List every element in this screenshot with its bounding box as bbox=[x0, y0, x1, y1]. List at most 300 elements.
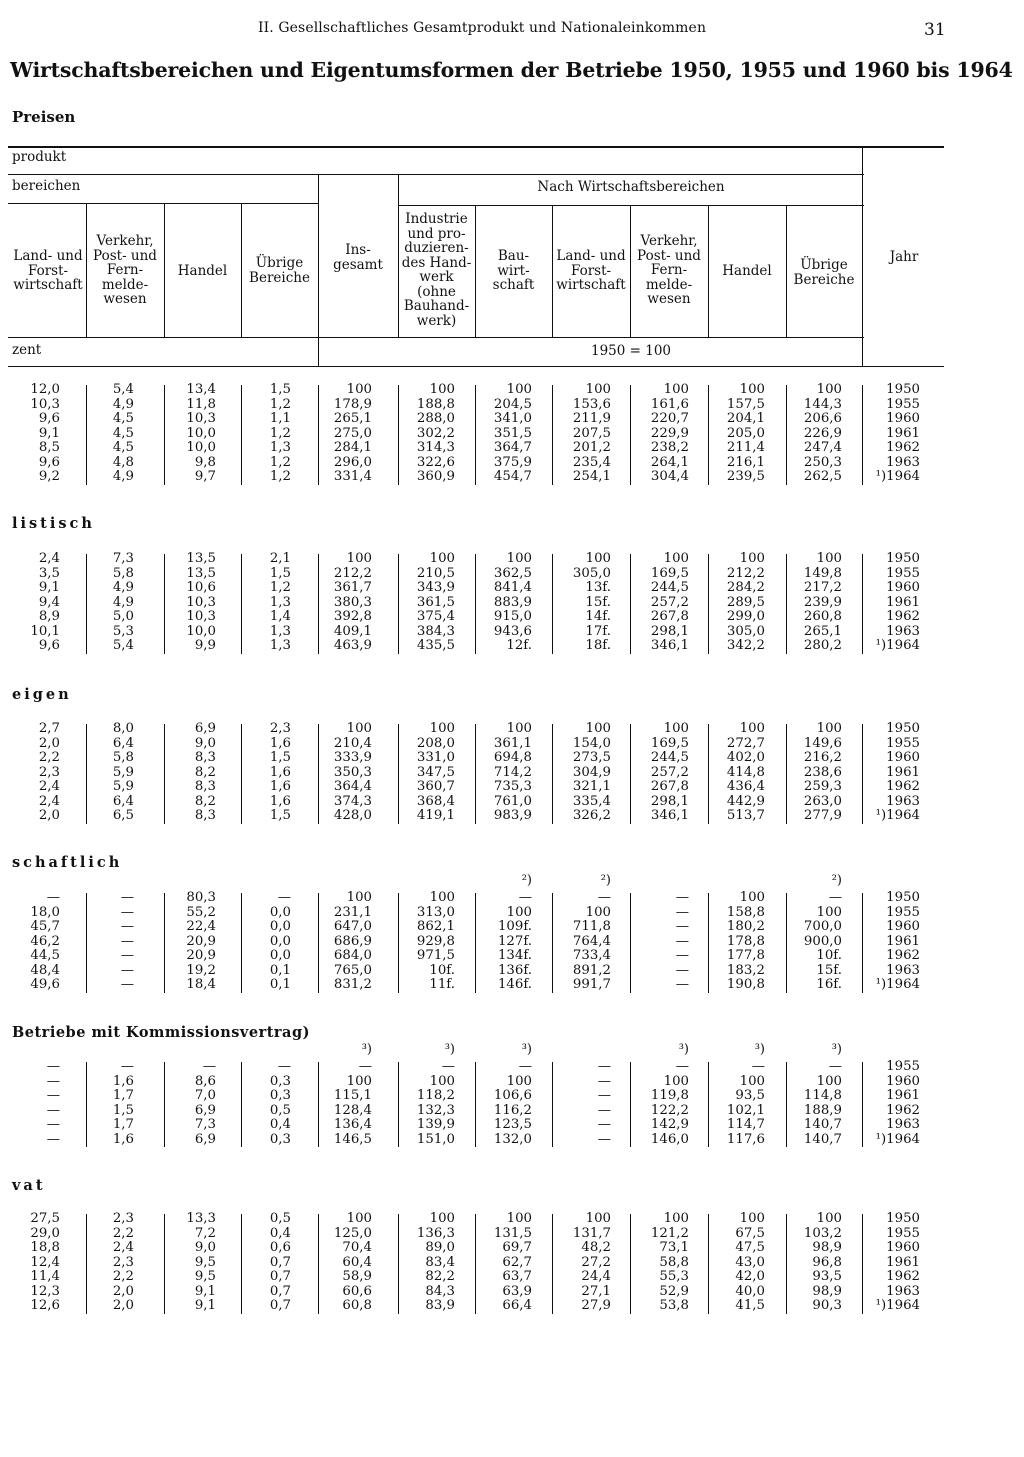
table-cell: 2,1 bbox=[269, 551, 291, 566]
footnote-marker: ³) bbox=[444, 1042, 455, 1057]
footnote-marker: ³) bbox=[678, 1042, 689, 1057]
header-rule-nach bbox=[398, 205, 864, 206]
table-cell: 0,5 bbox=[269, 1211, 291, 1226]
table-cell: — bbox=[751, 1059, 765, 1074]
table-cell: 41,5 bbox=[735, 1298, 765, 1313]
table-cell: — bbox=[828, 1059, 842, 1074]
table-cell: 58,9 bbox=[342, 1269, 372, 1284]
footnote-marker: ²) bbox=[600, 873, 611, 888]
table-cell: 5,8 bbox=[112, 750, 134, 765]
table-cell: 351,5 bbox=[493, 425, 532, 441]
table-cell: 116,2 bbox=[493, 1102, 532, 1118]
table-cell: 100 bbox=[739, 1073, 765, 1089]
footnote-marker: ³) bbox=[831, 1042, 842, 1057]
table-cell: 711,8 bbox=[572, 919, 611, 934]
table-cell: 100 bbox=[739, 382, 765, 397]
table-cell: 12f. bbox=[506, 638, 532, 653]
table-cell: 19,2 bbox=[186, 962, 216, 978]
table-cell: 288,0 bbox=[416, 411, 455, 426]
table-cell: 103,2 bbox=[803, 1225, 842, 1241]
table-cell: 1,1 bbox=[269, 411, 291, 426]
table-cell: 2,4 bbox=[38, 779, 60, 794]
table-cell: — bbox=[675, 977, 689, 992]
table-cell: 217,2 bbox=[803, 580, 842, 595]
table-cell: 392,8 bbox=[333, 609, 372, 624]
table-cell: 100 bbox=[346, 1211, 372, 1226]
table-cell: 127f. bbox=[497, 933, 532, 949]
table-cell: 0,0 bbox=[269, 904, 291, 920]
table-cell: 15f. bbox=[585, 594, 611, 610]
table-cell: 100 bbox=[506, 1211, 532, 1226]
table-cell: 0,3 bbox=[269, 1073, 291, 1089]
table-cell: 10,0 bbox=[186, 440, 216, 455]
year-cell: ¹)1964 bbox=[875, 1298, 920, 1313]
table-cell: — bbox=[597, 1059, 611, 1074]
table-cell: 10f. bbox=[816, 948, 842, 963]
table-cell: 244,5 bbox=[650, 750, 689, 765]
footnote-marker: ³) bbox=[521, 1042, 532, 1057]
table-cell: 201,2 bbox=[572, 440, 611, 455]
column-header-left-4: Übrige Bereiche bbox=[249, 255, 310, 286]
header-produkt: produkt bbox=[12, 149, 67, 165]
table-cell: 761,0 bbox=[493, 793, 532, 809]
table-cell: 402,0 bbox=[726, 750, 765, 765]
table-cell: — bbox=[46, 1131, 60, 1147]
table-cell: 231,1 bbox=[333, 904, 372, 920]
table-cell: 943,6 bbox=[493, 623, 532, 639]
table-cell: 277,9 bbox=[803, 808, 842, 823]
table-cell: 67,5 bbox=[735, 1225, 765, 1241]
table-cell: 0,5 bbox=[269, 1102, 291, 1118]
table-cell: 100 bbox=[346, 551, 372, 566]
table-cell: 83,9 bbox=[425, 1298, 455, 1313]
table-cell: 8,3 bbox=[194, 750, 216, 765]
table-cell: 140,7 bbox=[803, 1131, 842, 1147]
table-cell: 83,4 bbox=[425, 1254, 455, 1270]
table-cell: 18,4 bbox=[186, 977, 216, 992]
table-cell: 0,7 bbox=[269, 1269, 291, 1284]
table-cell: 9,0 bbox=[194, 1240, 216, 1255]
table-cell: 96,8 bbox=[812, 1254, 842, 1270]
table-cell: 684,0 bbox=[333, 948, 372, 963]
year-cell: 1961 bbox=[886, 425, 920, 441]
table-cell: 205,0 bbox=[726, 425, 765, 441]
table-cell: — bbox=[675, 1059, 689, 1074]
year-cell: 1961 bbox=[886, 1254, 920, 1270]
table-cell: 280,2 bbox=[803, 638, 842, 653]
table-cell: 362,5 bbox=[493, 565, 532, 581]
table-cell: 883,9 bbox=[493, 594, 532, 610]
table-cell: 304,9 bbox=[572, 764, 611, 780]
table-cell: — bbox=[202, 1059, 216, 1074]
table-cell: 1,7 bbox=[112, 1088, 134, 1103]
header-rule-bereichen bbox=[8, 203, 318, 204]
table-cell: 284,1 bbox=[333, 440, 372, 455]
table-cell: 5,4 bbox=[112, 638, 134, 653]
table-cell: 299,0 bbox=[726, 609, 765, 624]
table-cell: 6,9 bbox=[194, 721, 216, 736]
running-head: II. Gesellschaftliches Gesamtprodukt und Nationaleinkommen bbox=[258, 20, 707, 36]
table-cell: — bbox=[675, 919, 689, 934]
table-cell: 375,4 bbox=[416, 609, 455, 624]
table-cell: 100 bbox=[816, 1073, 842, 1089]
table-cell: 0,7 bbox=[269, 1283, 291, 1299]
table-cell: 212,2 bbox=[726, 565, 765, 581]
table-cell: 331,4 bbox=[333, 469, 372, 484]
year-cell: 1950 bbox=[886, 551, 920, 566]
table-cell: 733,4 bbox=[572, 948, 611, 963]
table-cell: — bbox=[120, 948, 134, 963]
footnote-marker: ²) bbox=[521, 873, 532, 888]
year-cell: 1955 bbox=[886, 904, 920, 920]
table-cell: 128,4 bbox=[333, 1102, 372, 1118]
table-cell: 238,6 bbox=[803, 764, 842, 780]
table-cell: 7,0 bbox=[194, 1088, 216, 1103]
table-cell: 100 bbox=[429, 890, 455, 905]
table-cell: 131,5 bbox=[493, 1225, 532, 1241]
table-cell: — bbox=[675, 904, 689, 920]
table-cell: 121,2 bbox=[650, 1225, 689, 1241]
table-cell: 343,9 bbox=[416, 580, 455, 595]
header-bereichen: bereichen bbox=[12, 178, 81, 194]
table-cell: 254,1 bbox=[572, 469, 611, 484]
year-cell: 1960 bbox=[886, 411, 920, 426]
table-cell: 360,7 bbox=[416, 779, 455, 794]
table-cell: — bbox=[46, 1102, 60, 1118]
table-cell: 117,6 bbox=[726, 1131, 765, 1147]
table-cell: 12,6 bbox=[30, 1298, 60, 1313]
table-cell: 146,5 bbox=[333, 1131, 372, 1147]
year-cell: 1962 bbox=[886, 609, 920, 624]
table-cell: 60,4 bbox=[342, 1254, 372, 1270]
table-cell: 1,6 bbox=[112, 1073, 134, 1089]
table-cell: — bbox=[277, 1059, 291, 1074]
table-cell: 169,5 bbox=[650, 735, 689, 751]
table-cell: 190,8 bbox=[726, 977, 765, 992]
table-cell: 5,0 bbox=[112, 609, 134, 624]
table-cell: 49,6 bbox=[30, 977, 60, 992]
table-cell: 132,3 bbox=[416, 1102, 455, 1118]
table-cell: 100 bbox=[506, 904, 532, 920]
table-cell: 100 bbox=[739, 1211, 765, 1226]
table-cell: 42,0 bbox=[735, 1269, 765, 1284]
table-cell: 5,9 bbox=[112, 764, 134, 780]
table-cell: 257,2 bbox=[650, 594, 689, 610]
table-cell: 4,9 bbox=[112, 580, 134, 595]
table-cell: 4,9 bbox=[112, 469, 134, 484]
table-cell: 4,9 bbox=[112, 396, 134, 412]
table-cell: 305,0 bbox=[726, 623, 765, 639]
table-cell: 8,3 bbox=[194, 779, 216, 794]
table-cell: 9,1 bbox=[38, 425, 60, 441]
year-cell: 1950 bbox=[886, 382, 920, 397]
table-cell: 1,2 bbox=[269, 425, 291, 441]
table-cell: 183,2 bbox=[726, 962, 765, 978]
table-cell: 1,2 bbox=[269, 469, 291, 484]
table-cell: 273,5 bbox=[572, 750, 611, 765]
year-cell: ¹)1964 bbox=[875, 808, 920, 823]
table-cell: 178,9 bbox=[333, 396, 372, 412]
table-cell: 1,3 bbox=[269, 638, 291, 653]
table-cell: — bbox=[441, 1059, 455, 1074]
table-cell: 149,6 bbox=[803, 735, 842, 751]
table-cell: 1,5 bbox=[269, 565, 291, 581]
section-label: vat bbox=[12, 1177, 46, 1194]
header-nach-wirtschaftsbereichen: Nach Wirtschaftsbereichen bbox=[537, 179, 725, 195]
table-cell: 983,9 bbox=[493, 808, 532, 823]
table-cell: 267,8 bbox=[650, 779, 689, 794]
table-cell: 9,0 bbox=[194, 735, 216, 751]
table-cell: 0,1 bbox=[269, 962, 291, 978]
table-cell: 4,8 bbox=[112, 454, 134, 470]
table-cell: — bbox=[518, 890, 532, 905]
table-cell: 100 bbox=[346, 1073, 372, 1089]
table-cell: 428,0 bbox=[333, 808, 372, 823]
year-cell: ¹)1964 bbox=[875, 469, 920, 484]
table-cell: 58,8 bbox=[659, 1254, 689, 1270]
table-cell: 8,5 bbox=[38, 440, 60, 455]
table-subtitle: Preisen bbox=[12, 108, 76, 126]
table-cell: 5,3 bbox=[112, 623, 134, 639]
table-cell: 380,3 bbox=[333, 594, 372, 610]
table-cell: 13,3 bbox=[186, 1211, 216, 1226]
table-cell: 9,5 bbox=[194, 1269, 216, 1284]
table-cell: 178,8 bbox=[726, 933, 765, 949]
table-cell: 298,1 bbox=[650, 623, 689, 639]
table-cell: 12,4 bbox=[30, 1254, 60, 1270]
table-cell: 210,5 bbox=[416, 565, 455, 581]
table-cell: 208,0 bbox=[416, 735, 455, 751]
table-cell: 10,1 bbox=[30, 623, 60, 639]
table-cell: 100 bbox=[816, 1211, 842, 1226]
table-cell: 131,7 bbox=[572, 1225, 611, 1241]
column-header-right-5: Handel bbox=[722, 263, 772, 279]
table-cell: 154,0 bbox=[572, 735, 611, 751]
table-cell: 384,3 bbox=[416, 623, 455, 639]
table-cell: 929,8 bbox=[416, 933, 455, 949]
table-cell: — bbox=[120, 890, 134, 905]
table-cell: 226,9 bbox=[803, 425, 842, 441]
table-cell: 55,3 bbox=[659, 1269, 689, 1284]
table-cell: 207,5 bbox=[572, 425, 611, 441]
table-cell: 302,2 bbox=[416, 425, 455, 441]
table-cell: 13,5 bbox=[186, 551, 216, 566]
year-cell: 1962 bbox=[886, 1102, 920, 1118]
table-cell: 151,0 bbox=[416, 1131, 455, 1147]
table-cell: 80,3 bbox=[186, 890, 216, 905]
table-cell: 322,6 bbox=[416, 454, 455, 470]
table-cell: 119,8 bbox=[650, 1088, 689, 1103]
table-cell: 4,5 bbox=[112, 425, 134, 441]
table-cell: 100 bbox=[429, 721, 455, 736]
section-label: eigen bbox=[12, 686, 72, 703]
table-cell: 0,0 bbox=[269, 948, 291, 963]
year-cell: 1955 bbox=[886, 565, 920, 581]
year-cell: ¹)1964 bbox=[875, 977, 920, 992]
table-cell: 27,9 bbox=[581, 1298, 611, 1313]
table-cell: 18f. bbox=[585, 638, 611, 653]
table-cell: 374,3 bbox=[333, 793, 372, 809]
table-cell: 66,4 bbox=[502, 1298, 532, 1313]
table-cell: 9,6 bbox=[38, 411, 60, 426]
table-cell: 100 bbox=[429, 382, 455, 397]
table-cell: 161,6 bbox=[650, 396, 689, 412]
table-cell: 98,9 bbox=[812, 1240, 842, 1255]
table-cell: 220,7 bbox=[650, 411, 689, 426]
table-cell: 361,5 bbox=[416, 594, 455, 610]
table-cell: 100 bbox=[506, 1073, 532, 1089]
table-cell: 6,9 bbox=[194, 1102, 216, 1118]
table-cell: 235,4 bbox=[572, 454, 611, 470]
table-cell: 862,1 bbox=[416, 919, 455, 934]
table-cell: 114,8 bbox=[803, 1088, 842, 1103]
table-cell: 84,3 bbox=[425, 1283, 455, 1299]
year-cell: 1963 bbox=[886, 962, 920, 978]
table-cell: 265,1 bbox=[803, 623, 842, 639]
table-cell: 1,3 bbox=[269, 594, 291, 610]
table-cell: 100 bbox=[739, 551, 765, 566]
table-cell: 5,4 bbox=[112, 382, 134, 397]
table-cell: 132,0 bbox=[493, 1131, 532, 1147]
table-cell: 409,1 bbox=[333, 623, 372, 639]
table-cell: 100 bbox=[739, 721, 765, 736]
table-cell: 360,9 bbox=[416, 469, 455, 484]
table-cell: — bbox=[675, 890, 689, 905]
table-cell: 69,7 bbox=[502, 1240, 532, 1255]
table-cell: 700,0 bbox=[803, 919, 842, 934]
table-cell: 13f. bbox=[585, 580, 611, 595]
table-cell: 2,3 bbox=[38, 764, 60, 780]
table-cell: 15f. bbox=[816, 962, 842, 978]
table-cell: 16f. bbox=[816, 977, 842, 992]
table-cell: 100 bbox=[663, 551, 689, 566]
table-cell: 361,1 bbox=[493, 735, 532, 751]
table-cell: 100 bbox=[816, 382, 842, 397]
table-cell: 2,0 bbox=[112, 1283, 134, 1299]
header-rule-colnames bbox=[8, 337, 864, 338]
table-cell: 100 bbox=[585, 1211, 611, 1226]
table-cell: 2,7 bbox=[38, 721, 60, 736]
table-cell: 2,2 bbox=[112, 1269, 134, 1284]
table-cell: 1,5 bbox=[112, 1102, 134, 1118]
table-cell: 11f. bbox=[429, 977, 455, 992]
table-cell: 238,2 bbox=[650, 440, 689, 455]
table-cell: 52,9 bbox=[659, 1283, 689, 1299]
table-cell: — bbox=[675, 933, 689, 949]
year-cell: 1963 bbox=[886, 454, 920, 470]
table-cell: 48,2 bbox=[581, 1240, 611, 1255]
table-cell: 342,2 bbox=[726, 638, 765, 653]
table-cell: 244,5 bbox=[650, 580, 689, 595]
table-cell: 48,4 bbox=[30, 962, 60, 978]
table-cell: 9,1 bbox=[194, 1298, 216, 1313]
table-cell: 100 bbox=[739, 890, 765, 905]
table-cell: 346,1 bbox=[650, 808, 689, 823]
table-cell: 298,1 bbox=[650, 793, 689, 809]
table-cell: 9,4 bbox=[38, 594, 60, 610]
table-cell: 157,5 bbox=[726, 396, 765, 412]
table-cell: 2,4 bbox=[38, 551, 60, 566]
table-cell: 10f. bbox=[429, 962, 455, 978]
table-cell: 10,6 bbox=[186, 580, 216, 595]
table-cell: 10,0 bbox=[186, 623, 216, 639]
table-cell: 9,9 bbox=[194, 638, 216, 653]
table-cell: 8,6 bbox=[194, 1073, 216, 1089]
table-cell: 2,3 bbox=[112, 1211, 134, 1226]
table-cell: 229,9 bbox=[650, 425, 689, 441]
table-cell: 63,9 bbox=[502, 1283, 532, 1299]
table-cell: 53,8 bbox=[659, 1298, 689, 1313]
table-cell: — bbox=[597, 1117, 611, 1132]
table-cell: 206,6 bbox=[803, 411, 842, 426]
column-header-left-1: Land- und Forst- wirtschaft bbox=[13, 248, 83, 293]
table-cell: — bbox=[597, 1131, 611, 1147]
table-cell: 267,8 bbox=[650, 609, 689, 624]
table-cell: — bbox=[597, 890, 611, 905]
table-cell: 60,6 bbox=[342, 1283, 372, 1299]
table-cell: 764,4 bbox=[572, 933, 611, 949]
table-cell: 284,2 bbox=[726, 580, 765, 595]
table-cell: 100 bbox=[663, 721, 689, 736]
table-cell: 1,7 bbox=[112, 1117, 134, 1132]
year-cell: 1962 bbox=[886, 779, 920, 794]
table-cell: 100 bbox=[506, 721, 532, 736]
table-cell: 188,8 bbox=[416, 396, 455, 412]
table-cell: 210,4 bbox=[333, 735, 372, 751]
table-cell: 239,9 bbox=[803, 594, 842, 610]
table-cell: 10,3 bbox=[30, 396, 60, 412]
year-cell: 1960 bbox=[886, 1073, 920, 1089]
year-cell: 1963 bbox=[886, 1283, 920, 1299]
table-cell: 136,4 bbox=[333, 1117, 372, 1132]
table-cell: 272,7 bbox=[726, 735, 765, 751]
table-cell: 136f. bbox=[497, 962, 532, 978]
year-cell: 1961 bbox=[886, 933, 920, 949]
table-cell: 1,5 bbox=[269, 808, 291, 823]
table-cell: 100 bbox=[663, 382, 689, 397]
footnote-marker: ³) bbox=[754, 1042, 765, 1057]
table-cell: 0,1 bbox=[269, 977, 291, 992]
table-cell: — bbox=[120, 977, 134, 992]
table-cell: 204,5 bbox=[493, 396, 532, 412]
table-cell: 118,2 bbox=[416, 1088, 455, 1103]
table-cell: 419,1 bbox=[416, 808, 455, 823]
table-cell: 971,5 bbox=[416, 948, 455, 963]
table-cell: 204,1 bbox=[726, 411, 765, 426]
table-cell: 4,5 bbox=[112, 440, 134, 455]
column-header-right-1: Industrie und pro- duzieren- des Hand- werk (ohne Bauhand- werk) bbox=[401, 211, 472, 329]
table-cell: 364,7 bbox=[493, 440, 532, 455]
table-cell: 1,5 bbox=[269, 382, 291, 397]
table-cell: — bbox=[675, 962, 689, 978]
table-cell: 27,2 bbox=[581, 1254, 611, 1270]
table-cell: 1,6 bbox=[269, 793, 291, 809]
table-cell: 100 bbox=[346, 890, 372, 905]
table-cell: 70,4 bbox=[342, 1240, 372, 1255]
table-cell: 22,4 bbox=[186, 919, 216, 934]
table-cell: — bbox=[358, 1059, 372, 1074]
table-cell: 122,2 bbox=[650, 1102, 689, 1118]
table-cell: 123,5 bbox=[493, 1117, 532, 1132]
year-cell: 1963 bbox=[886, 1117, 920, 1132]
table-cell: 1,4 bbox=[269, 609, 291, 624]
table-cell: 20,9 bbox=[186, 933, 216, 949]
table-cell: 841,4 bbox=[493, 580, 532, 595]
table-cell: 435,5 bbox=[416, 638, 455, 653]
table-cell: 260,8 bbox=[803, 609, 842, 624]
table-cell: — bbox=[46, 890, 60, 905]
year-cell: 1950 bbox=[886, 890, 920, 905]
